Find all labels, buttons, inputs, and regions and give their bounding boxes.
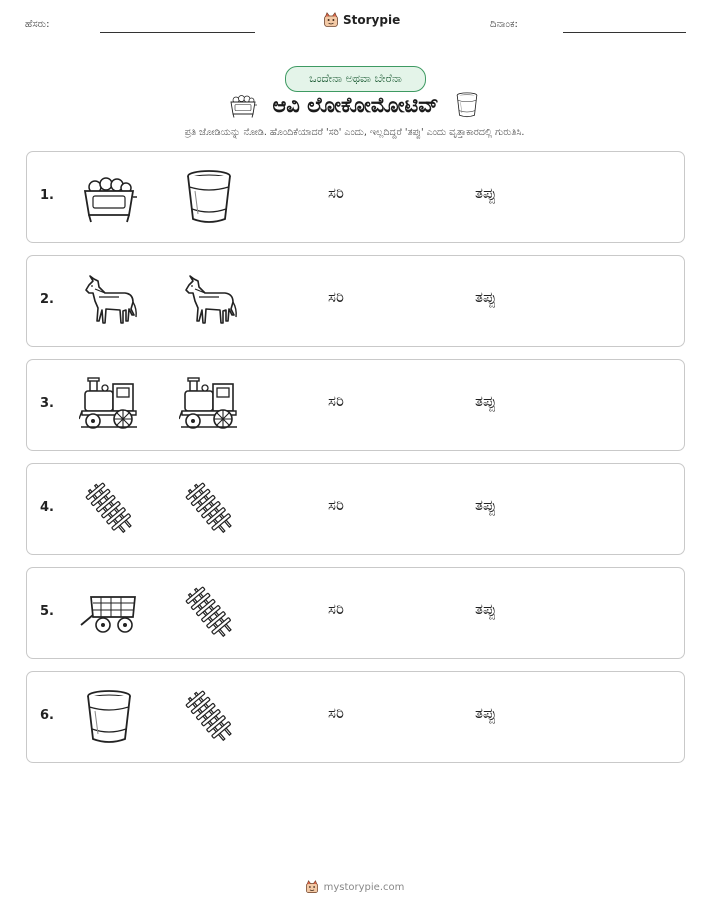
- footer-url[interactable]: mystorypie.com: [323, 881, 405, 893]
- wagon-icon: [79, 583, 139, 643]
- question-number: 4.: [40, 500, 54, 515]
- question-row: [26, 359, 685, 451]
- option-wrong[interactable]: ತಪ್ಪು: [475, 184, 497, 202]
- name-label: ಹೆಸರು:: [25, 19, 50, 30]
- page-title: ಆವಿ ಲೋಕೋಮೋಟಿವ್: [272, 92, 439, 117]
- instructions: ಪ್ರತಿ ಜೋಡಿಯನ್ನು ನೋಡಿ. ಹೊಂದಿಕೆಯಾದರೆ 'ಸರಿ' ಎಂದು, ಇಲ್ಲದಿದ್ದರೆ 'ತಪ್ಪು' ಎಂದು ವೃತ್ತಾಕಾರದಲ್ಲಿ ಗುರುತಿಸಿ.: [184, 127, 525, 138]
- storypie-mascot-icon: [305, 880, 319, 894]
- question-row: [26, 463, 685, 555]
- option-wrong[interactable]: ತಪ್ಪು: [475, 392, 497, 410]
- question-number: 5.: [40, 604, 54, 619]
- horse-icon: [179, 271, 239, 331]
- date-label: ದಿನಾಂಕ:: [490, 19, 518, 30]
- question-row: [26, 255, 685, 347]
- option-correct[interactable]: ಸರಿ: [328, 288, 344, 306]
- bucket-icon: [453, 91, 481, 119]
- bucket-icon: [79, 687, 139, 747]
- question-row: [26, 567, 685, 659]
- footer: [0, 880, 709, 894]
- question-number: 2.: [40, 292, 54, 307]
- locomotive-icon: [179, 375, 239, 435]
- option-correct[interactable]: ಸರಿ: [328, 704, 344, 722]
- option-correct[interactable]: ಸರಿ: [328, 496, 344, 514]
- locomotive-icon: [79, 375, 139, 435]
- rail-track-icon: [79, 479, 139, 539]
- rail-track-icon: [179, 583, 239, 643]
- option-correct[interactable]: ಸರಿ: [328, 392, 344, 410]
- bucket-icon: [179, 167, 239, 227]
- option-wrong[interactable]: ತಪ್ಪು: [475, 600, 497, 618]
- question-number: 6.: [40, 708, 54, 723]
- storypie-logo: [323, 12, 400, 28]
- title-row: [0, 90, 709, 120]
- option-correct[interactable]: ಸರಿ: [328, 184, 344, 202]
- question-number: 3.: [40, 396, 54, 411]
- question-row: [26, 671, 685, 763]
- brand-name: Storypie: [343, 13, 401, 27]
- name-field[interactable]: [100, 32, 255, 33]
- option-wrong[interactable]: ತಪ್ಪು: [475, 288, 497, 306]
- horse-icon: [79, 271, 139, 331]
- option-wrong[interactable]: ತಪ್ಪು: [475, 496, 497, 514]
- activity-type-badge: ಒಂದೇನಾ ಅಥವಾ ಬೇರೆನಾ: [285, 66, 426, 92]
- coal-cart-icon: [228, 90, 258, 120]
- rail-track-icon: [179, 687, 239, 747]
- option-wrong[interactable]: ತಪ್ಪು: [475, 704, 497, 722]
- rail-track-icon: [179, 479, 239, 539]
- date-field[interactable]: [563, 32, 686, 33]
- storypie-mascot-icon: [323, 12, 339, 28]
- question-number: 1.: [40, 188, 54, 203]
- question-row: [26, 151, 685, 243]
- option-correct[interactable]: ಸರಿ: [328, 600, 344, 618]
- coal-cart-icon: [79, 167, 139, 227]
